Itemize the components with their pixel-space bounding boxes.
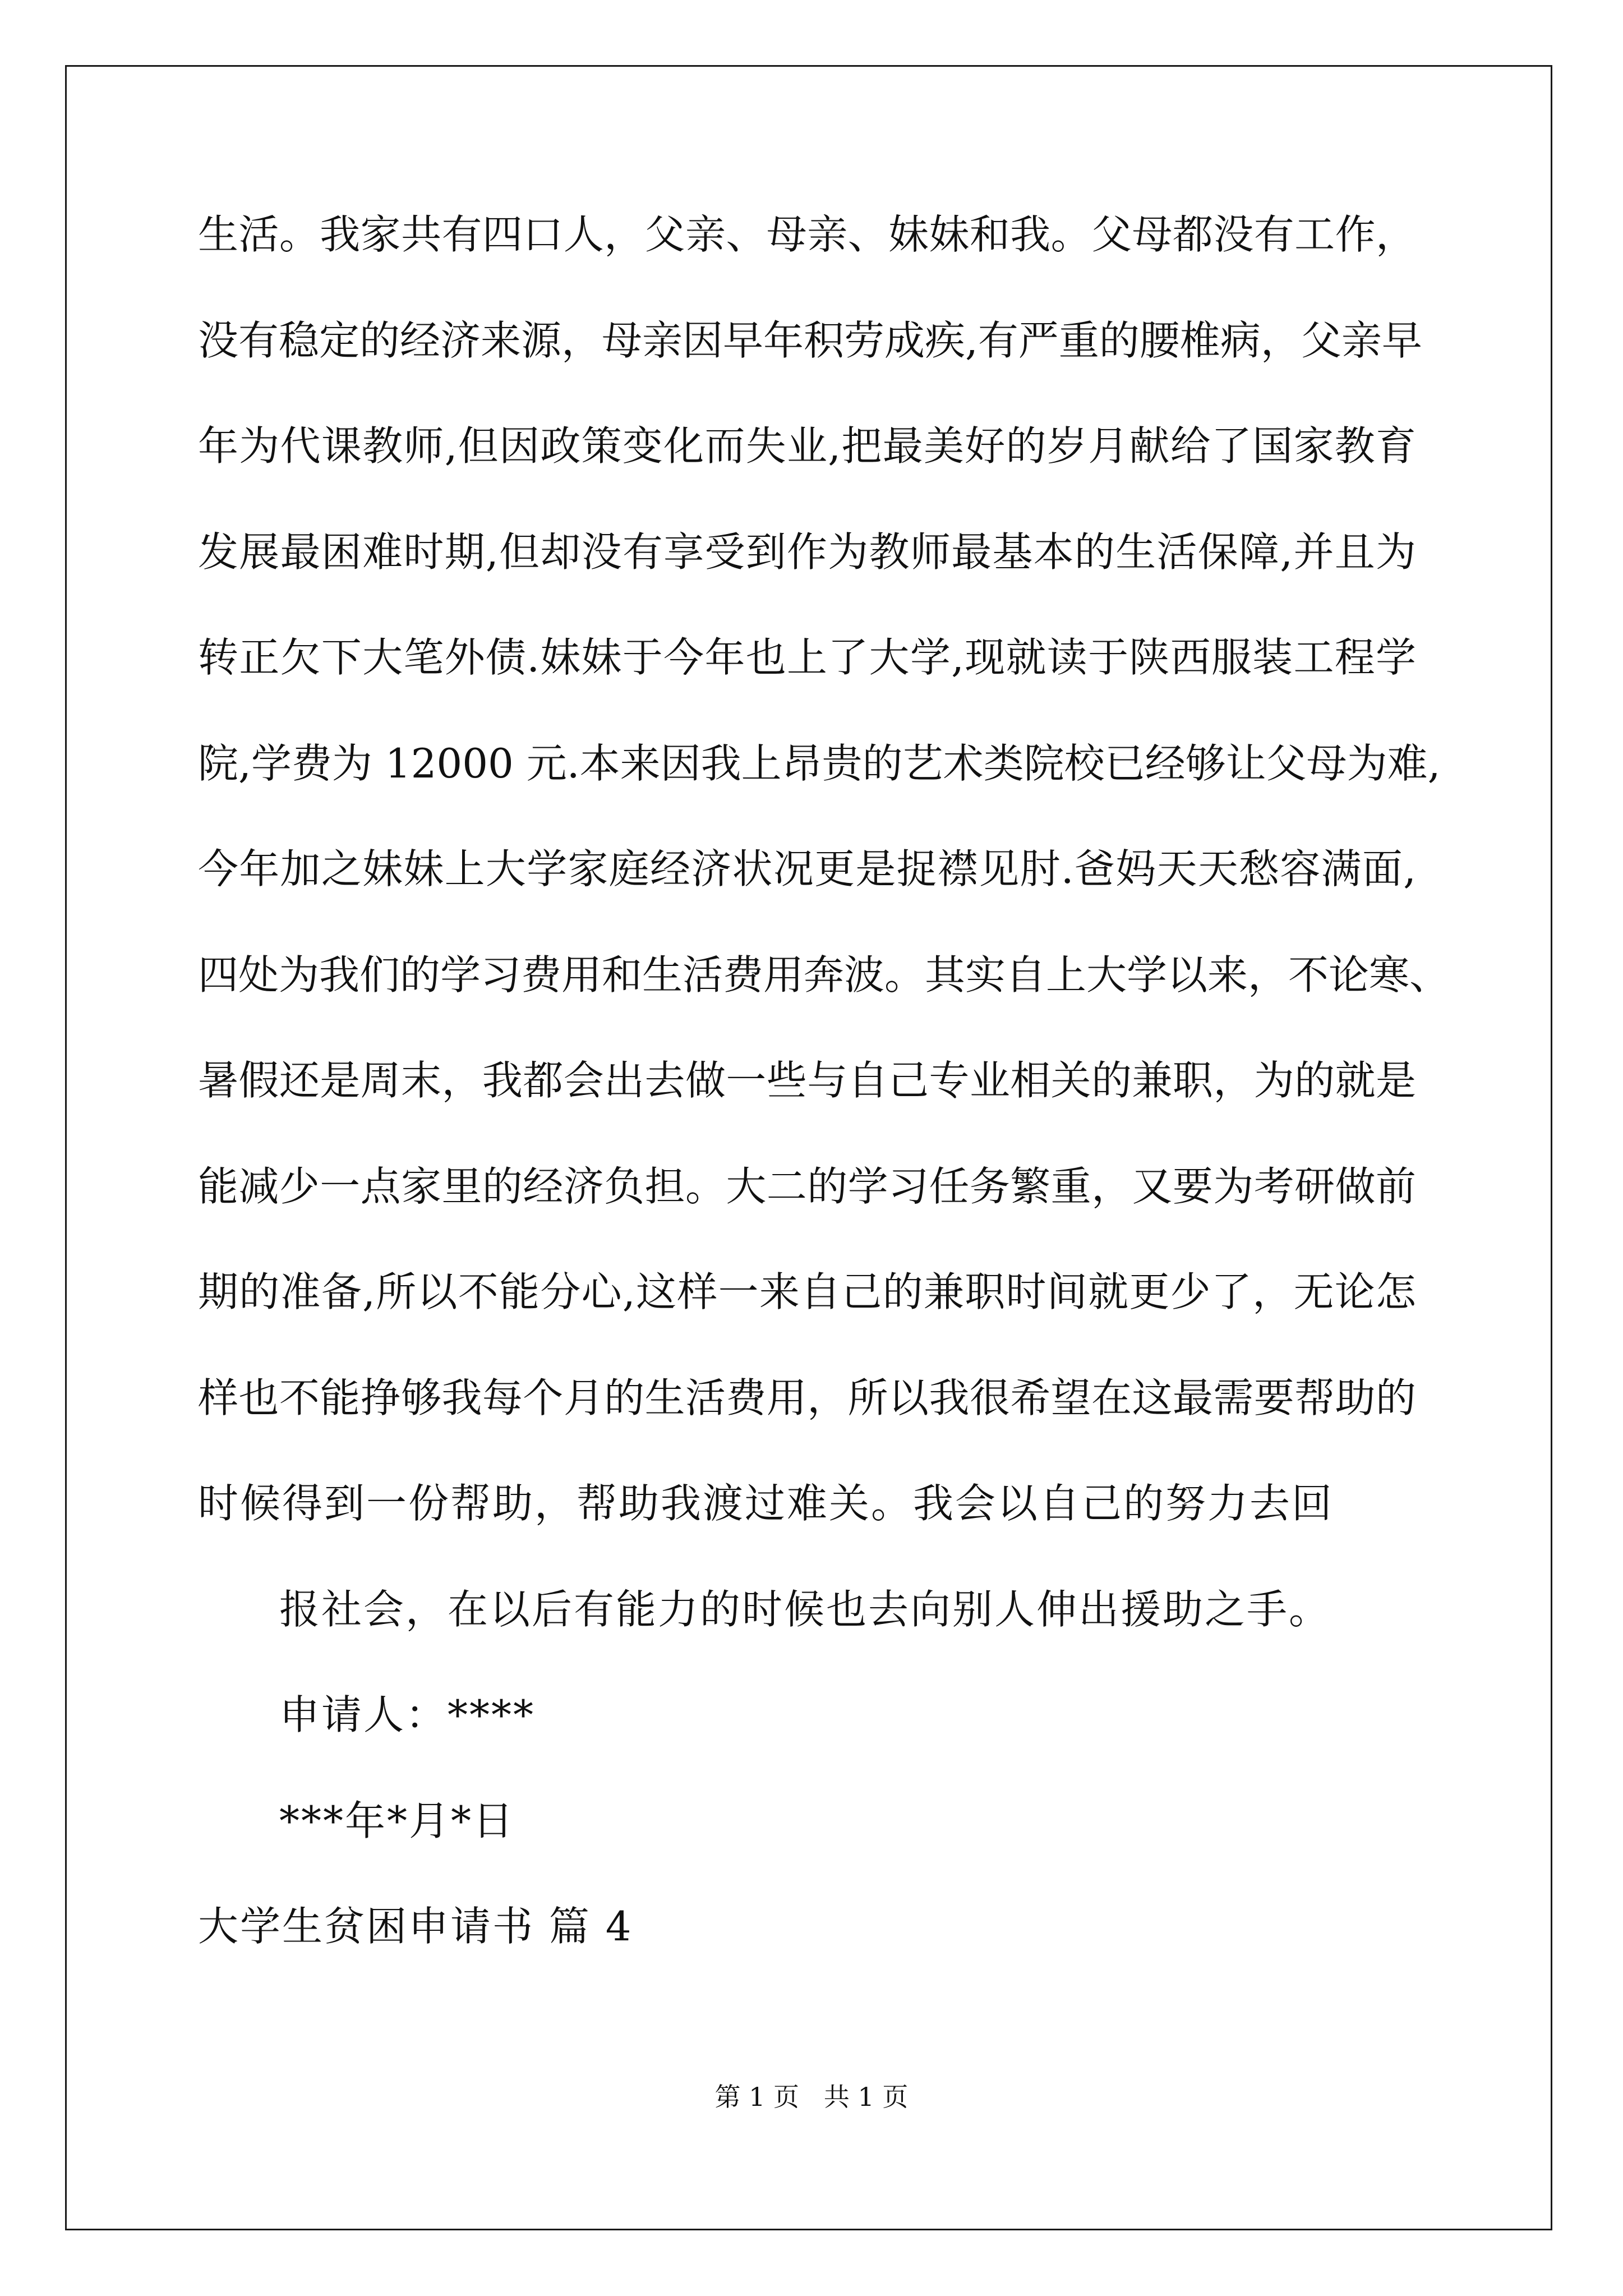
body-line-8: 四处为我们的学习费用和生活费用奔波。其实自上大学以来，不论寒、 [198,951,1450,999]
body-line-9: 暑假还是周末，我都会出去做一些与自己专业相关的兼职，为的就是 [198,1057,1416,1104]
body-line-5: 转正欠下大笔外债.妹妹于今年也上了大学,现就读于陕西服装工程学 [198,634,1416,681]
body-line-1: 生活。我家共有四口人，父亲、母亲、妹妹和我。父母都没有工作， [198,211,1416,258]
body-line-7: 今年加之妹妹上大学家庭经济状况更是捉襟见肘.爸妈天天愁容满面, [198,845,1416,892]
body-line-12: 样也不能挣够我每个月的生活费用，所以我很希望在这最需要帮助的 [198,1374,1416,1421]
body-line-10: 能减少一点家里的经济负担。大二的学习任务繁重，又要为考研做前 [198,1163,1416,1210]
body-line-13: 时候得到一份帮助，帮助我渡过难关。我会以自己的努力去回 [198,1480,1334,1527]
next-section-heading: 大学生贫困申请书 篇 4 [198,1903,633,1950]
body-line-11: 期的准备,所以不能分心,这样一来自己的兼职时间就更少了，无论怎 [198,1268,1416,1315]
closing-line: 报社会，在以后有能力的时候也去向别人伸出援助之手。 [279,1586,1331,1633]
body-line-6: 院,学费为 12000 元.本来因我上昂贵的艺术类院校已经够让父母为难, [198,740,1441,787]
body-line-3: 年为代课教师,但因政策变化而失业,把最美好的岁月献给了国家教育 [198,422,1416,470]
date-line: ***年*月*日 [279,1797,515,1844]
body-line-4: 发展最困难时期,但却没有享受到作为教师最基本的生活保障,并且为 [198,528,1416,576]
body-line-2: 没有稳定的经济来源，母亲因早年积劳成疾,有严重的腰椎病，父亲早 [198,317,1422,364]
applicant-line: 申请人：**** [279,1691,536,1738]
page-footer: 第 1 页 共 1 页 [714,2082,909,2112]
